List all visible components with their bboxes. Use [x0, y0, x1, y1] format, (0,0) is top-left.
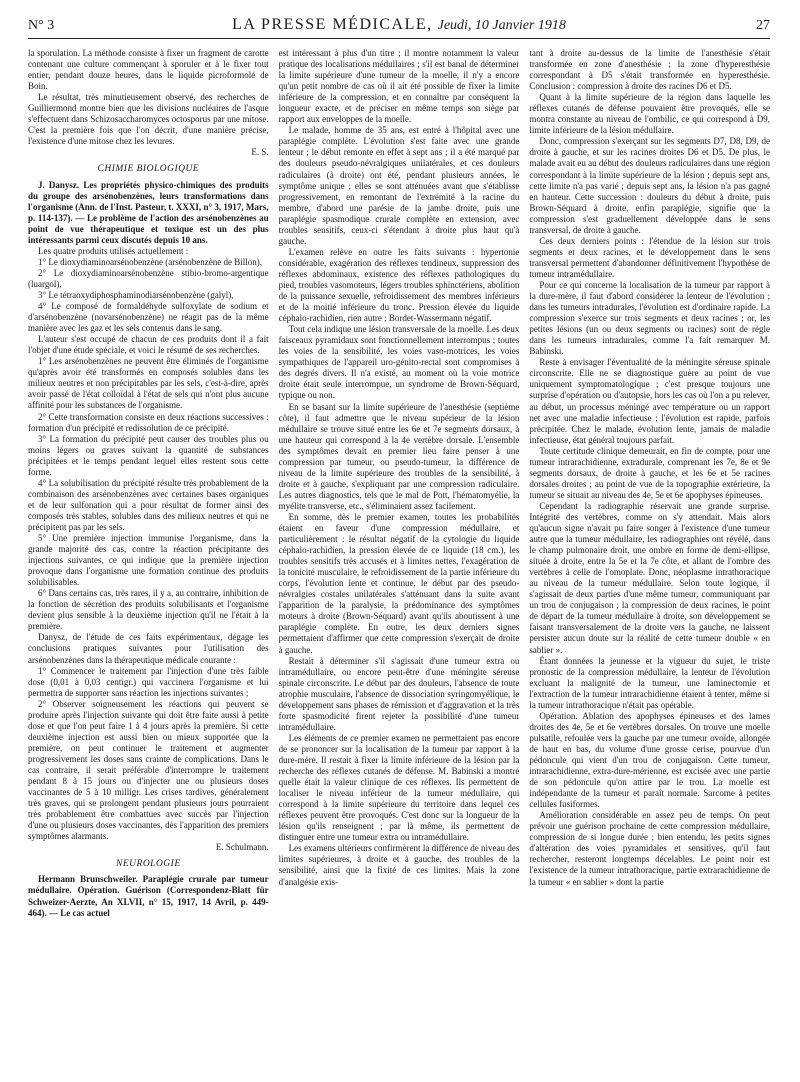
issue-date: Jeudi, 10 Janvier 1918: [437, 18, 566, 33]
list-item: 2° Observer soigneusement les réactions qui peuvent se produire après l'injection suivante qui doit être faite aussi à petite dose et que l'on peut faire 1 à 4 jours après la première. Si cette deuxième injection est aussi bien ou mieux supportée que la première, on peut continuer le traitement et augmenter progressivement les doses sans crainte de complications. Dans le cas contraire, il serait préférable d'interrompre le traitement pendant 8 à 15 jours ou d'injecter une ou plusieurs doses vaccinantes de 5 à 10 milligr. Les crises tardives, généralement très graves, qui se prolongent pendant plusieurs jours pourraient très probablement être combattues avec succès par l'injection d'une ou plusieurs doses vaccinantes, dès l'apparition des premiers symptômes alarmants.: [28, 698, 269, 842]
paragraph: L'auteur s'est occupé de chacun de ces produits dont il a fait l'objet d'une étude spéciale, et voici le résumé de ses recherches.: [28, 334, 269, 356]
paragraph: Toute certitude clinique demeurait, en fin de compte, pour une tumeur intrarachidienne, extradurale, comprenant les 7e, 8e et 9e segments dorsaux, de droite à gauche, et les 6e et 5e racines dorsales droites ; au point de vue de la topographie extérieure, la tumeur se situait au niveau des 4e, 5e et 6e apophyses épineuses.: [529, 445, 771, 500]
paragraph: Opération. Ablation des apophyses épineuses et des lames droites des 4e, 5e et 6e vertèbres dorsales. On trouve une moelle pulsatile, refoulée vers la gauche par une tumeur ovoïde, allongée de haut en bas, du volume d'une grosse cerise, pourvue d'un pédoncule qui vient d'un trou de conjugaison. Cette tumeur, intrarachidienne, extra-dure-mérienne, est excisée avec une partie de son pédoncule qu'on attire par le trou. La moelle est indépendante de la tumeur et paraît normale. Sarcome à petites cellules fusiformes.: [529, 710, 771, 810]
issue-number: N° 3: [28, 18, 55, 33]
list-item: 2° Le dioxydiaminoarsénobenzène stibio-bromo-argentique (luargol),: [28, 267, 269, 289]
paragraph: Danysz, de l'étude de ces faits expérimentaux, dégage les conclusions pratiques suivantes pour l'utilisation des arsénobenzènes dans la thérapeutique médicale courante :: [28, 632, 269, 665]
list-item: 6° Dans certains cas, très rares, il y a, au contraire, inhibition de la fonction de sécrétion des produits solubilisants et l'organisme devient plus sensible à la deuxième injection qu'il ne l'était à la première.: [28, 588, 269, 632]
list-item: 1° Commencer le traitement par l'injection d'une très faible dose (0,01 à 0,03 centigr.) qui vaccinera l'organisme et lui permettra de supporter sans réaction les injections suivantes ;: [28, 665, 269, 698]
paragraph: est intéressant à plus d'un titre ; il montre notamment la valeur pratique des localisations médullaires ; s'il est banal de déterminer la limite supérieure d'une tumeur de la moelle, il n'y a encore qu'un petit nombre de cas où il ait été possible de fixer la limite inférieure de la compression, et en connaître par conséquent la longueur exacte, et de préciser en même temps son siège par rapport aux enveloppes de la moelle.: [278, 48, 520, 125]
page-number: 27: [756, 18, 770, 33]
paragraph: Quant à la limite supérieure de la région dans laquelle les réflexes cutanés de défense pouvaient être provoqués, elle se montra constante au niveau de l'ombilic, ce qui correspond à D9, limite inférieure de la lésion médullaire.: [529, 92, 771, 136]
paragraph: Les quatre produits utilisés actuellement :: [38, 245, 189, 256]
paragraph: En somme, dès le premier examen, toutes les probabilités étaient en faveur d'une compression médullaire, et particulièrement : le résultat négatif de la cytologie du liquide céphalo-rachidien, la pression élevée de ce liquide (18 cm.), les troubles sensitifs très accusés et à limites nettes, l'exagération de la tonicité musculaire, le refroidissement de la partie inférieure du corps, l'évolution lente et continue, le début par des pseudo-névralgies costales unilatérales s'atténuant dans la suite avant l'apparition de la paralysie, la prédominance des symptômes moteurs à droite (Brown-Séquard) avant qu'ils aboutissent à une paraplégie complète. En outre, les deux derniers signes permettaient d'affirmer que cette compression s'exerçait de droite à gauche.: [278, 511, 520, 655]
publication-title: LA PRESSE MÉDICALE,: [232, 16, 433, 33]
list-item: 4° Le composé de formaldéhyde sulfoxylate de sodium et d'arsénobenzène (novarsénobenzène) ne réagit pas de la même manière avec les gaz et les sels contenus dans le sang.: [28, 301, 269, 334]
list-item: 3° La formation du précipité peut causer des troubles plus ou moins légers ou graves suivant la quantité de substances précipitées et le temps pendant lequel elles restent sous cette forme.: [28, 433, 269, 477]
column-2: [279, 48, 520, 1074]
list-item: 1° Le dioxydiaminoarsénobenzène (arsénobenzène de Billon),: [38, 256, 263, 267]
masthead: [88, 16, 710, 34]
list-item: 1° Les arsénobenzènes ne peuvent être éliminés de l'organisme qu'après avoir été transformés en composés solubles dans les milieux neutres et non précipitables par les sels, c'est-à-dire, après avoir passé de l'état colloïdal à l'état de sels qui n'ont plus aucune affinité pour les substances de l'organisme.: [28, 356, 269, 411]
column-3: [529, 48, 770, 1074]
article-columns: [28, 48, 770, 1074]
paragraph: Tout cela indique une lésion transversale de la moelle. Les deux faisceaux pyramidaux sont fonctionnellement interrompus ; toutes les voies de la sensibilité, les voies vaso-motrices, les voies sympathiques de l'appareil uro-génito-rectal sont compromises à des degrés divers. Il n'a existé, au moment où la voie motrice droite était seule interrompue, un syndrome de Brown-Séquard, typique ou non.: [278, 324, 520, 401]
column-1: [28, 48, 269, 1074]
reference-paragraph: Hermann Brunschweiler. Paraplégie crurale par tumeur médullaire. Opération. Guérison (Correspondenz-Blatt für Schweizer-Aerzte, An XLVII, n° 15, 1917, 14 Avril, p. 449-464). — Le cas actuel: [28, 874, 269, 918]
paragraph: Pour ce qui concerne la localisation de la tumeur par rapport à la dure-mère, il faut d'abord considérer la lenteur de l'évolution ; dans les tumeurs intradurales, l'évolution est d'ordinaire rapide. La compression s'exerce sur trois segments et deux racines ; or, les petites lésions (un ou deux segments ou racines) sont de règle dans les tumeurs intradurales, comme l'a fait remarquer M. Babinski.: [529, 279, 771, 357]
list-item: 4° La solubilisation du précipité résulte très probablement de la combinaison des arsénobenzènes avec certaines bases organiques et de leur sulfonation qui a pour résultat de former ainsi des composés très stables, solubles dans des milieux neutres et qui ne précipitent pas par les sels.: [28, 477, 269, 532]
paragraph: la sporulation. La méthode consiste à fixer un fragment de carotte contenant une culture commençant à sporuler et à le fixer tout entier, pendant douze heures, dans le liquide picroformolé de Boin.: [28, 48, 269, 92]
paragraph: En se basant sur la limite supérieure de l'anesthésie (septième côte), il faut admettre que le niveau supérieur de la lésion médullaire se trouve situé entre les 6e et 7e segments dorsaux, à une hauteur qui correspond à la 4e vertèbre dorsale. L'ensemble des symptômes devait en premier lieu faire penser à une compression par tumeur, ou pseudo-tumeur, la différence de niveau de la limite supérieure des troubles de la sensibilité, à droite et à gauche, s'expliquant par une compression radiculaire. Les autres diagnostics, tels que le mal de Pott, l'hématomyélie, la myélite transverse, etc., s'éliminaient assez facilement.: [278, 401, 520, 511]
paragraph: Le résultat, très minutieusement observé, des recherches de Guilliermond montre bien que les divisions nucléaires de l'asque s'effectuent dans Schizosaccharomyces octosporus par une mitose. C'est la première fois que l'on décrit, d'une manière précise, l'existence d'une mitose chez les levures.: [28, 92, 269, 147]
paragraph: Les éléments de ce premier examen ne permettaient pas encore de se prononcer sur la localisation de la tumeur par rapport à la dure-mère. Il restait à fixer la limite inférieure de la lésion par la recherche des réflexes cutanés de défense. M. Babinski a montré quelle était la valeur clinique de ces réflexes. Ils permettent de localiser le niveau inférieur de la tumeur médullaire, qui correspond à la limite supérieure du territoire dans lequel ces réflexes peuvent être provoqués. C'est donc sur la longueur de la lésion qu'ils renseignent ; par là même, ils permettent de distinguer entre une tumeur extra ou intramédullaire.: [278, 732, 520, 843]
paragraph: Étant données la jeunesse et la vigueur du sujet, le triste pronostic de la compression médullaire, la lenteur de l'évolution excluant la malignité de la tumeur, une laminectomie et l'extraction de la tumeur intrarachidienne étaient à tenter, même si la tumeur intrathoracique n'était pas opérable.: [529, 655, 771, 710]
list-item: 3° Le tétraoxydiphosphaminodiarsénobenzène (galyl),: [38, 289, 234, 300]
paragraph: Le malade, homme de 35 ans, est entré à l'hôpital avec une paraplégie complète. L'évolution s'est faite avec une grande lenteur ; le début remonte en effet à sept ans ; il a été marqué par des douleurs pseudo-névralgiques unilatérales, et ces douleurs radiculaires (à droite) ont été, pendant plusieurs années, le symptôme unique ; elles se sont atténuées avant que s'établisse progressivement, en remontant de l'extrémité à la racine du membre, d'abord une parésie de la jambe droite, puis une paraplégie spasmodique crurale complète en extension, avec troubles sensitifs, ceux-ci s'étendant à droite plus haut qu'à gauche.: [278, 125, 520, 246]
paragraph: Donc, compression s'exerçant sur les segments D7, D8, D9, de droite à gauche, et sur les racines droites D6 et D5. De plus, le malade avait eu au début des douleurs radiculaires dans une région correspondant à la limite supérieure de la lésion ; depuis sept ans, cette limite n'a pas varié ; depuis sept ans, la lésion n'a pas gagné en hauteur. Cette succession : douleurs du début à droite, puis Brown-Séquard à droite, enfin paraplégie, signifie que la compression s'est graduellement développée dans le sens transversal, de droite à gauche.: [529, 136, 771, 235]
author-signature: E. Schulmann.: [215, 842, 269, 853]
list-item: 2° Cette transformation consiste en deux réactions successives : formation d'un précipité et redissolution de ce précipité.: [28, 411, 269, 433]
list-item: 5° Une première injection immunise l'organisme, dans la grande majorité des cas, contre la réaction précipitante des injections suivantes, ce qui indique que la première injection provoque dans l'organisme une formation continue des produits solubilisables.: [28, 533, 269, 588]
paragraph: Ces deux derniers points : l'étendue de la lésion sur trois segments et deux racines, et le développement dans le sens transversal permettent d'abandonner définitivement l'hypothèse de tumeur intramédullaire.: [529, 235, 771, 279]
paragraph: Les examens ultérieurs confirmèrent la différence de niveau des limites supérieures, à droite et à gauche, des troubles de la sensibilité, ainsi que la fixité de ces limites. Mais la zone d'analgésie exis-: [278, 843, 520, 887]
paragraph: Restait à déterminer s'il s'agissait d'une tumeur extra ou intramédullaire, ou encore peut-être d'une méningite séreuse spinale circonscrite. Le début par des douleurs, l'absence de toute atrophie musculaire, l'absence de dissociation syringomyélique, le développement sans phases de rémission et d'aggravation et la très forte spasmodicité firent rejeter la possibilité d'une tumeur intramédullaire.: [278, 655, 520, 732]
reference-paragraph: J. Danysz. Les propriétés physico-chimiques des produits du groupe des arsénobenzènes, leurs transformations dans l'organisme (Ann. de l'Inst. Pasteur, t. XXXI, n° 3, 1917, Mars, p. 114-137). — Le problème de l'action des arsénobenzènes au point de vue thérapeutique et toxique est un des plus intéressants parmi ceux discutés depuis 10 ans.: [28, 179, 269, 245]
paragraph: Cependant la radiographie réservait une grande surprise. Intégrité des vertèbres, comme on s'y attendait. Mais alors qu'aucun signe n'avait pu faire songer à l'existence d'une tumeur autre que la tumeur médullaire, les radiographies ont révélé, dans le champ pulmonaire droit, une ombre en forme de demi-ellipse, située à droite, entre la 5e et la 7e côte, et allant de l'ombre des vertèbres à celle de l'omoplate. Donc, néoplasme intrathoracique au niveau de la tumeur médullaire. Selon toute logique, il s'agissait de deux parties d'une même tumeur, communiquant par un trou de conjugaison ; la compression de deux racines, le point de départ de la tumeur médullaire à droite, son développement se faisant transversalement de la droite vers la gauche, ne laissent persister aucun doute sur la réalité de cette tumeur double « en sablier ».: [529, 500, 771, 655]
page-header: [28, 16, 770, 39]
section-heading: CHIMIE BIOLOGIQUE: [97, 164, 200, 175]
paragraph: tant à droite au-dessus de la limite de l'anesthésie s'était transformée en zone d'anesthésie ; la zone d'hyperesthésie correspondant à D5 s'était transformée en hyperesthésie. Conclusion : compression à droite des racines D6 et D5.: [529, 48, 771, 92]
section-heading: NEUROLOGIE: [116, 859, 181, 870]
author-signature: E. S.: [251, 147, 269, 158]
paragraph: L'examen relève en outre les faits suivants : hypertonie considérable, exagération des réflexes tendineux, suppression des réflexes abdominaux, existence des réflexes pathologiques du pied, troubles vasomoteurs, légers troubles sphinctériens, abolition de la puissance sexuelle, refroidissement des membres inférieurs et de la moitié inférieure du tronc. Pression élevée du liquide céphalo-rachidien, rien autre ; Bordet-Wassermann négatif.: [278, 246, 520, 324]
paragraph: Amélioration considérable en assez peu de temps. On peut prévoir une guérison prochaine de cette compression médullaire, compression de si longue durée ; bien entendu, les petits signes d'altération des voies pyramidales et sensitives, qu'il faut rechercher, resteront longtemps décelables. Le point noir est l'existence de la tumeur intrathoracique, partie extrarachidienne de la tumeur « en sablier » dont la partie: [529, 810, 771, 887]
paragraph: Reste à envisager l'éventualité de la méningite séreuse spinale circonscrite. Elle ne se diagnostique guère au point de vue uniquement symptomatologique ; c'est presque toujours une surprise d'opération ou d'autopsie, hors les cas où l'on a pu relever, au début, un processus méningé avec température ou un rapport net avec une maladie infectieuse ; l'évolution est rapide, parfois précipitée. Chez le malade, évolution lente, jamais de maladie infectieuse, état général toujours parfait.: [529, 357, 771, 445]
